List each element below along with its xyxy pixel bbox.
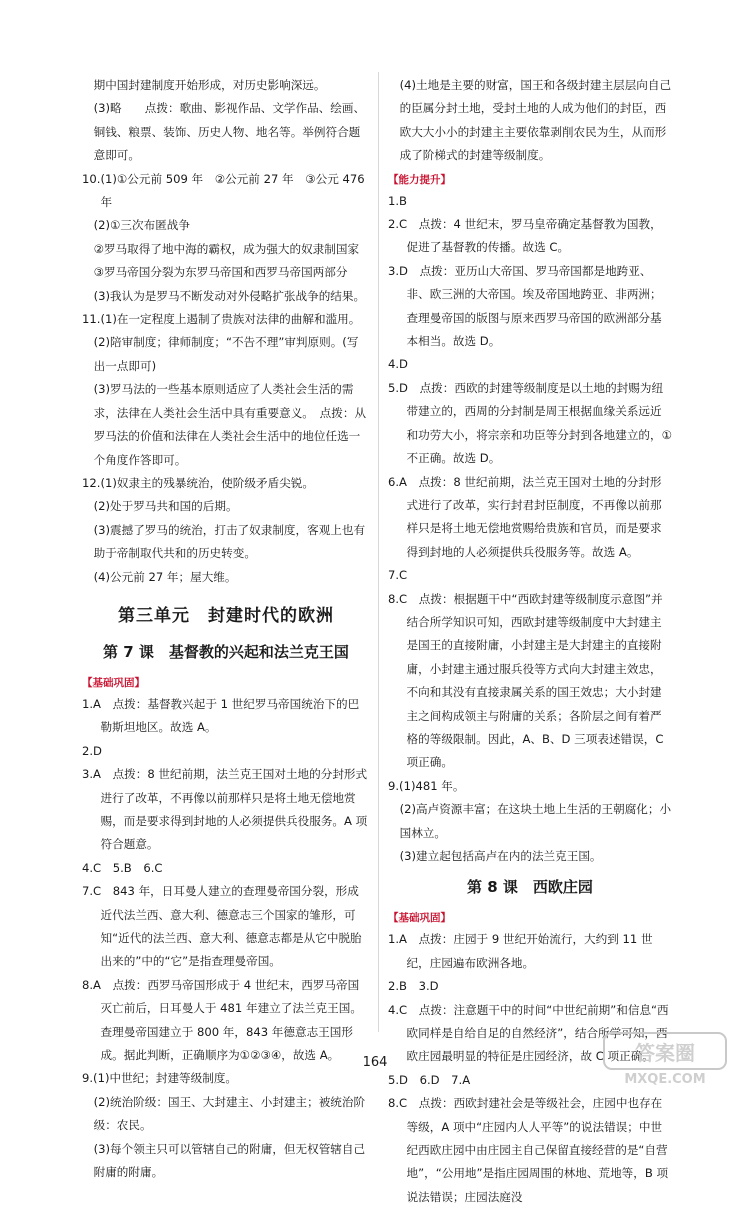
answer-line: 2.C 点拨：4 世纪末，罗马皇帝确定基督教为国教，促进了基督教的传播。故选 C。 (388, 217, 662, 255)
answer-line: 8.C 点拨：根据题干中“西欧封建等级制度示意图”并结合所学知识可知，西欧封建等级制度中大封建主是国王的直接附庸，小封建主是大封建主的直接附庸，小封建主通过服兵役等方式向大封建主效忠，不向和其没有直接隶属关系的国王效忠；大小封建主之间构成领主与附庸的关系；各阶层之间有着严格的等级限制。因此，A、B、D 三项表述错误，C 项正确。 (388, 591, 664, 770)
answer-line: 6.A 点拨：8 世纪前期，法兰克王国对土地的分封形式进行了改革，实行封君封臣制度，不再像以前那样只是将土地无偿地赏赐给贵族和官员，而是要求得到封地的人必须提供兵役服务等。故选 A。 (388, 474, 662, 559)
left-block-1 (82, 74, 370, 589)
page-number: 164 (362, 1055, 388, 1070)
answer-line: 2.D (82, 743, 102, 758)
answer-line: 4.C 5.B 6.C (82, 860, 163, 875)
watermark-text: MXQE.COM (624, 1072, 706, 1087)
lesson8-title: 第 8 课 西欧庄园 (467, 878, 593, 897)
answer-line: 5.D 6.D 7.A (388, 1072, 471, 1087)
answer-line: 8.C 点拨：西欧封建社会是等级社会，庄园中也存在等级，A 项中“庄园内人人平等”的说法错误；中世纪西欧庄园中由庄园主自己保留直接经营的是“自营地”，“公用地”是指庄园周围的林地、荒地等，B 项说法错误；庄园法庭没 (388, 1096, 669, 1204)
unit-title: 第三单元 封建时代的欧洲 (118, 605, 334, 626)
answer-line: 期中国封建制度开始形成，对历史影响深远。 (93, 78, 326, 92)
answer-line: ③罗马帝国分裂为东罗马帝国和西罗马帝国两部分 (93, 265, 348, 280)
answer-line: (4)公元前 27 年；屋大维。 (93, 569, 237, 584)
section-tag-basic: 【基础巩固】 (82, 676, 145, 689)
answer-line: 4.D (388, 357, 408, 372)
lesson7-title: 第 7 课 基督教的兴起和法兰克王国 (103, 642, 349, 661)
answer-line: (3)我认为是罗马不断发动对外侵略扩张战争的结果。 (93, 288, 366, 303)
answer-line: (2)①三次布匿战争 (93, 218, 190, 233)
answer-line: 2.B 3.D (388, 979, 439, 994)
watermark-icon (600, 1027, 730, 1087)
answer-line: 1.A 点拨：庄园于 9 世纪开始流行，大约到 11 世纪，庄园遍布欧洲各地。 (388, 932, 653, 970)
answer-line: 5.D 点拨：西欧的封建等级制度是以土地的封赐为纽带建立的，西周的分封制是周王根据血缘关系远近和功劳大小，将宗亲和功臣等分封到各地建立的，①不正确。故选 D。 (388, 380, 673, 466)
answer-line: 11.(1)在一定程度上遏制了贵族对法律的曲解和滥用。 (82, 312, 361, 327)
answer-line: ②罗马取得了地中海的霸权，成为强大的奴隶制国家 (93, 241, 360, 256)
answer-line: 9.(1)481 年。 (388, 778, 465, 793)
answer-line: 1.A 点拨：基督教兴起于 1 世纪罗马帝国统治下的巴勒斯坦地区。故选 A。 (82, 696, 360, 735)
answer-line: 8.A 点拨：西罗马帝国形成于 4 世纪末，西罗马帝国灭亡前后，日耳曼人于 481 年建立了法兰克王国。查理曼帝国建立于 800 年，843 年德意志王国形成。据此判断，正确顺序为①②③④，故选 A。 (82, 977, 362, 1063)
answer-line: (3)略 点拨：歌曲、影视作品、文学作品、绘画、铜钱、粮票、装饰、历史人物、地名等。举例符合题意即可。 (93, 101, 366, 163)
watermark-logo (600, 1027, 730, 1087)
answer-line: 7.C (388, 568, 408, 583)
answer-line: 3.D 点拨：亚历山大帝国、罗马帝国都是地跨亚、非、欧三洲的大帝国。埃及帝国地跨亚、非两洲；查理曼帝国的版图与原来西罗马帝国的欧洲部分基本相当。故选 D。 (388, 263, 662, 349)
answer-line: (3)每个领主只可以管辖自己的附庸，但无权管辖自己附庸的附庸。 (93, 1141, 366, 1180)
answer-line: 4.C 点拨：注意题干中的时间“中世纪前期”和信息“西欧同样是自给自足的自然经济”，结合所学可知，西欧庄园最明显的特征是庄园经济，故 C 项正确。 (388, 1002, 669, 1064)
answer-line: 12.(1)奴隶主的残暴统治，使阶级矛盾尖锐。 (82, 475, 314, 490)
section-tag-improve: 【能力提升】 (388, 173, 451, 186)
left-column (82, 74, 370, 1184)
answer-line: 7.C 843 年，日耳曼人建立的查理曼帝国分裂，形成近代法兰西、意大利、德意志三个国家的雏形，可知“近代的法兰西、意大利、德意志都是从它中脱胎出来的”中的“它”是指查理曼帝国。 (82, 884, 362, 969)
column-divider (378, 72, 379, 1032)
answer-line: (2)陪审制度；律师制度；“不告不理”审判原则。(写出一点即可) (93, 335, 359, 373)
svg-text:答案圈: 答案圈 (635, 1041, 695, 1065)
answer-line: (2)统治阶级：国王、大封建主、小封建主；被统治阶级：农民。 (93, 1094, 366, 1133)
answer-line: (2)处于罗马共和国的后期。 (93, 499, 238, 514)
answer-line: 1.B (388, 193, 408, 208)
answer-line: (3)罗马法的一些基本原则适应了人类社会生活的需求，法律在人类社会生活中具有重要意义。 点拨：从罗马法的价值和法律在人类社会生活中的地位任选一个角度作答即可。 (93, 382, 367, 467)
right-block-1 (388, 74, 672, 168)
answer-line: (4)土地是主要的财富，国王和各级封建主层层向自己的臣属分封土地，受封土地的人成为他们的封臣，西欧大大小小的封建主主要依靠剥削农民为生，从而形成了阶梯式的封建等级制度。 (399, 78, 672, 163)
right-block-2 (388, 190, 672, 869)
section-tag-basic-2: 【基础巩固】 (388, 912, 451, 925)
answer-line: 10.(1)①公元前 509 年 ②公元前 27 年 ③公元 476 年 (82, 171, 365, 210)
answer-line: 9.(1)中世纪；封建等级制度。 (82, 1071, 238, 1086)
answer-line: (3)震撼了罗马的统治，打击了奴隶制度，客观上也有助于帝制取代共和的历史转变。 (93, 522, 366, 561)
answer-line: 3.A 点拨：8 世纪前期，法兰克王国对土地的分封形式进行了改革，不再像以前那样只是将土地无偿地赏赐，而是要求得到封地的人必须提供兵役服务。A 项符合题意。 (82, 767, 368, 852)
left-block-2 (82, 693, 370, 1185)
answer-line: (3)建立起包括高卢在内的法兰克王国。 (399, 849, 602, 863)
answer-line: (2)高卢资源丰富；在这块土地上生活的王朝腐化；小国林立。 (399, 802, 672, 840)
